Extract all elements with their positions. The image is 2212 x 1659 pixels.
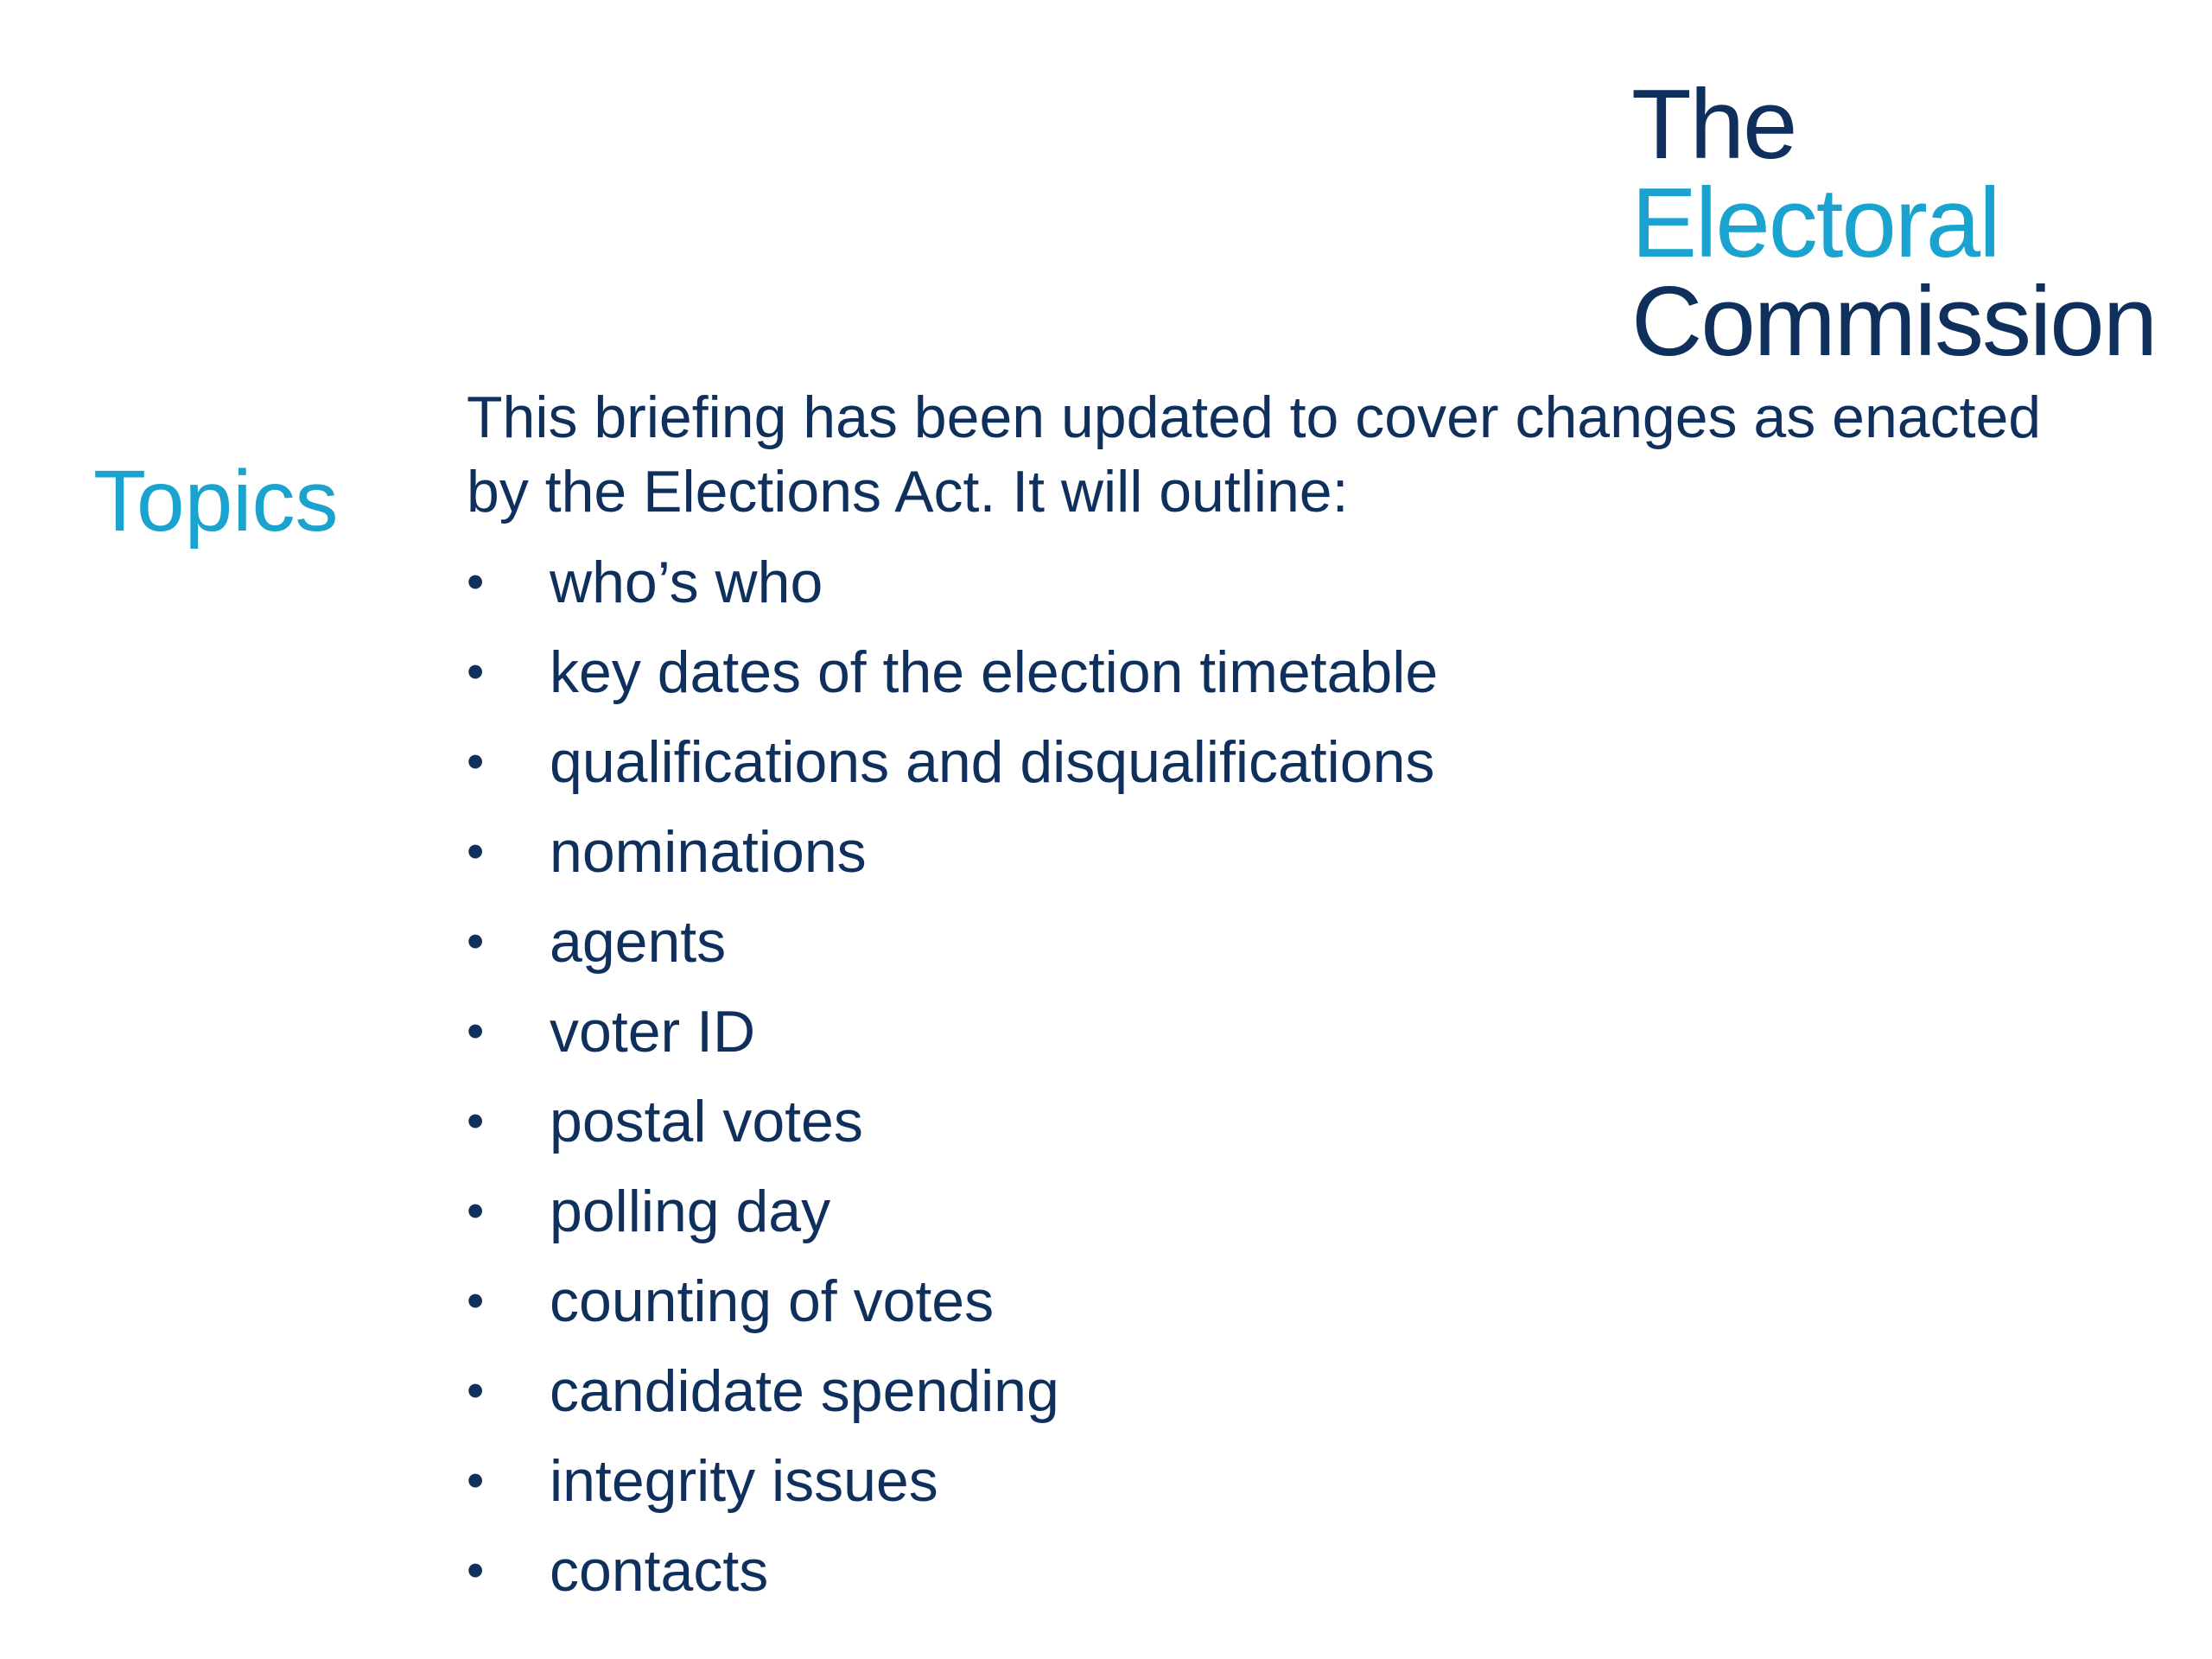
logo-line-the: The — [1631, 70, 1796, 180]
topic-label: nominations — [550, 819, 867, 885]
topic-item — [467, 897, 2108, 987]
bullet-icon: • — [467, 554, 485, 610]
topic-label: contacts — [550, 1538, 769, 1604]
topic-label: polling day — [550, 1179, 831, 1244]
bullet-icon: • — [467, 1542, 485, 1599]
topic-label: qualifications and disqualifications — [550, 729, 1435, 795]
logo-line-commission: Commission — [1631, 267, 2157, 377]
topics-heading: Topics — [93, 453, 339, 550]
topic-label: postal votes — [550, 1089, 863, 1154]
briefing-content — [467, 380, 2108, 1616]
topic-list — [467, 537, 2108, 1616]
topic-item — [467, 1526, 2108, 1616]
topic-label: candidate spending — [550, 1358, 1059, 1424]
bullet-icon: • — [467, 1093, 485, 1149]
topic-item — [467, 1166, 2108, 1256]
logo-line-electoral: Electoral — [1631, 168, 1999, 278]
electoral-commission-logo — [1631, 70, 2157, 377]
topic-item — [467, 537, 2108, 627]
topic-label: integrity issues — [550, 1448, 938, 1514]
bullet-icon: • — [467, 913, 485, 969]
bullet-icon: • — [467, 823, 485, 880]
intro-paragraph: This briefing has been updated to cover changes as enacted by the Elections Act. It will outline: — [467, 385, 2042, 524]
topic-item — [467, 1077, 2108, 1166]
bullet-icon: • — [467, 1363, 485, 1419]
topic-item — [467, 717, 2108, 807]
topic-item — [467, 1256, 2108, 1346]
bullet-icon: • — [467, 1273, 485, 1329]
topic-label: voter ID — [550, 999, 756, 1065]
bullet-icon: • — [467, 1183, 485, 1239]
topic-item — [467, 1346, 2108, 1436]
topic-item — [467, 1436, 2108, 1526]
bullet-icon: • — [467, 734, 485, 790]
topic-item — [467, 627, 2108, 717]
topic-label: key dates of the election timetable — [550, 639, 1439, 705]
bullet-icon: • — [467, 644, 485, 700]
topic-label: who’s who — [550, 550, 823, 615]
bullet-icon: • — [467, 1003, 485, 1059]
topic-label: agents — [550, 909, 727, 975]
topic-item — [467, 987, 2108, 1077]
topic-item — [467, 807, 2108, 897]
topic-label: counting of votes — [550, 1268, 995, 1334]
bullet-icon: • — [467, 1452, 485, 1509]
